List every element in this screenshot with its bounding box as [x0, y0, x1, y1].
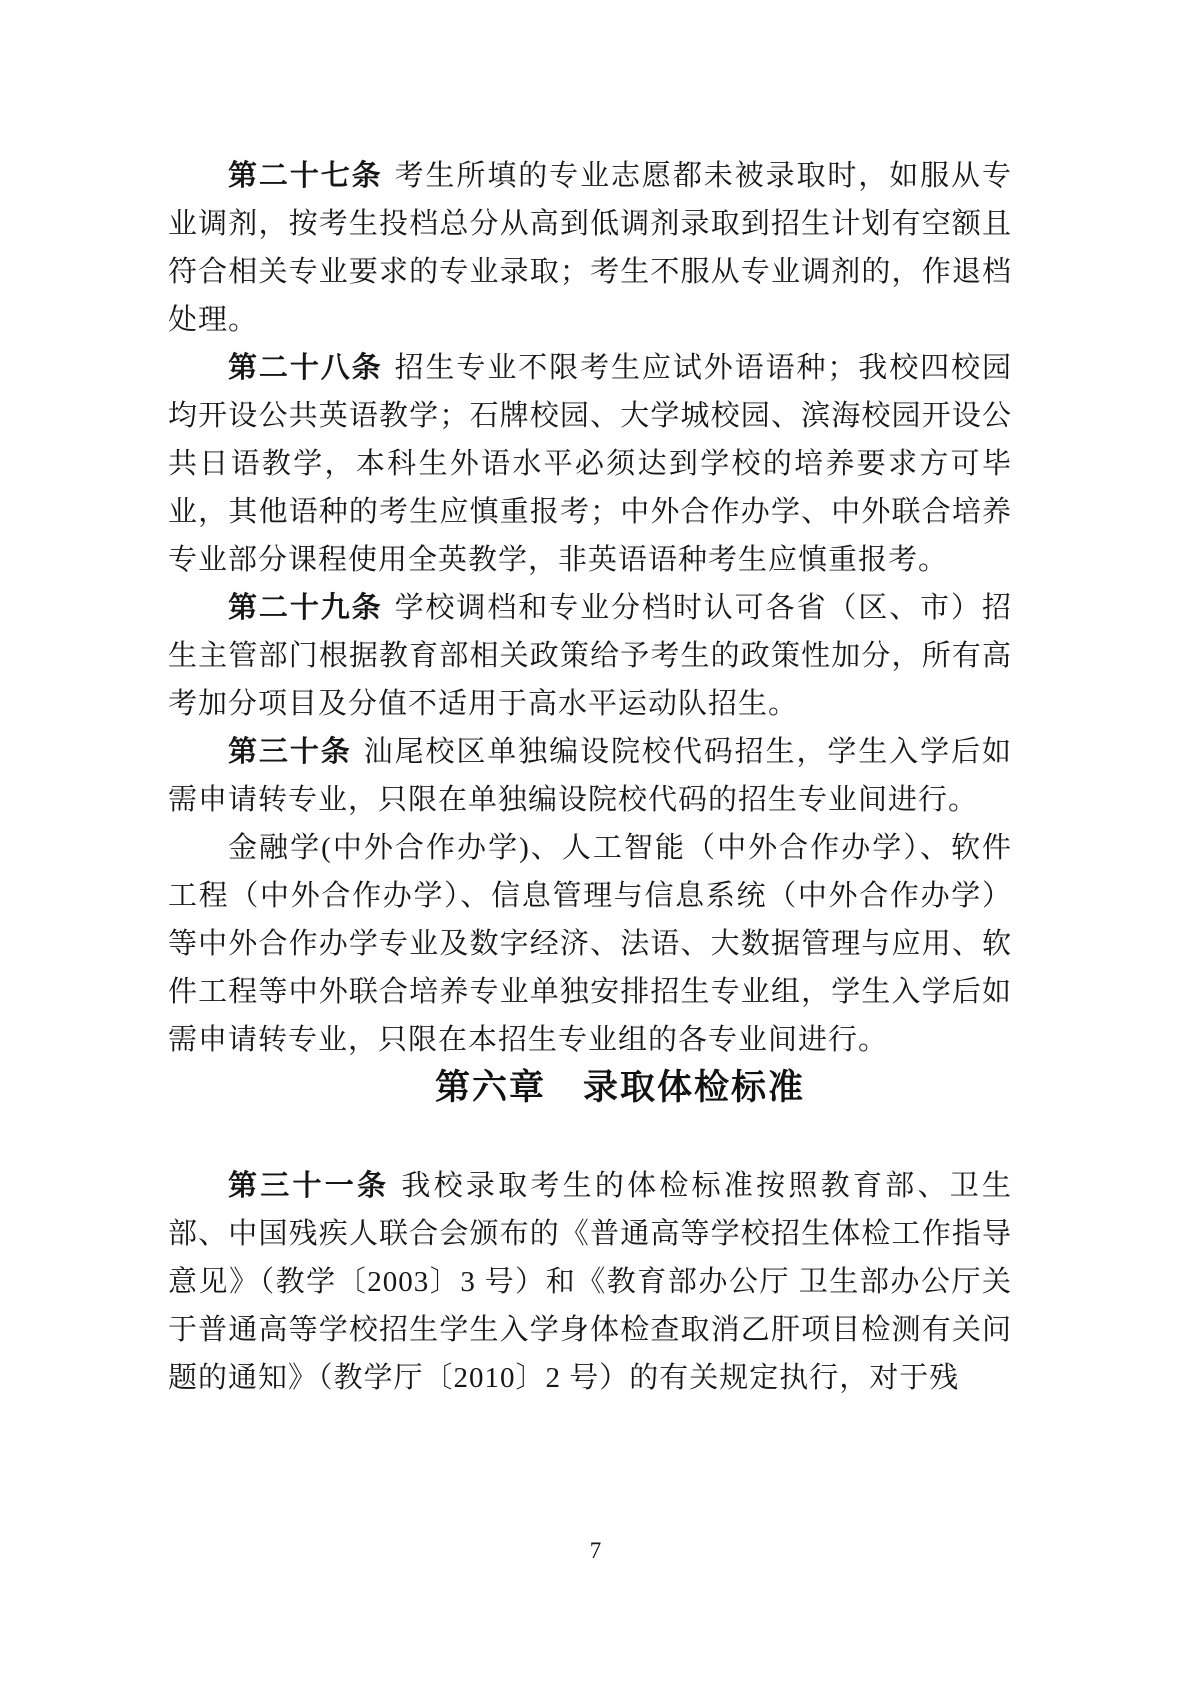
article-28-paragraph [168, 344, 1012, 584]
article-28-number: 第二十八条 [228, 352, 383, 384]
joint-programs-paragraph [168, 824, 1012, 1064]
article-30-text: 汕尾校区单独编设院校代码招生，学生入学后如需申请转专业，只限在单独编设院校代码的招生专业间进行。 [168, 736, 1012, 816]
article-28-text: 招生专业不限考生应试外语语种；我校四校园均开设公共英语教学；石牌校园、大学城校园、滨海校园开设公共日语教学，本科生外语水平必须达到学校的培养要求方可毕业，其他语种的考生应慎重报考；中外合作办学、中外联合培养专业部分课程使用全英教学，非英语语种考生应慎重报考。 [168, 352, 1012, 576]
article-27-paragraph [168, 152, 1012, 344]
article-30-paragraph [168, 728, 1012, 824]
article-29-paragraph [168, 584, 1012, 728]
page-number: 7 [589, 1538, 602, 1563]
article-27-text: 考生所填的专业志愿都未被录取时，如服从专业调剂，按考生投档总分从高到低调剂录取到招生计划有空额且符合相关专业要求的专业录取；考生不服从专业调剂的，作退档处理。 [168, 160, 1012, 336]
article-31-paragraph [168, 1162, 1012, 1402]
article-31-number: 第三十一条 [228, 1170, 390, 1202]
article-27-number: 第二十七条 [228, 160, 383, 192]
joint-programs-text: 金融学(中外合作办学)、人工智能（中外合作办学）、软件工程（中外合作办学）、信息管理与信息系统（中外合作办学）等中外合作办学专业及数字经济、法语、大数据管理与应用、软件工程等中外联合培养专业单独安排招生专业组，学生入学后如需申请转专业，只限在本招生专业组的各专业间进行。 [168, 832, 1012, 1056]
document-body [168, 152, 1012, 1402]
article-29-text: 学校调档和专业分档时认可各省（区、市）招生主管部门根据教育部相关政策给予考生的政策性加分，所有高考加分项目及分值不适用于高水平运动队招生。 [168, 592, 1012, 720]
article-31-text: 我校录取考生的体检标准按照教育部、卫生部、中国残疾人联合会颁布的《普通高等学校招生体检工作指导意见》（教学〔2003〕3 号）和《教育部办公厅 卫生部办公厅关于普通高等学校招生学生入学身体检查取消乙肝项目检测有关问题的通知》（教学厅〔2010〕2 号）的有关规定执行，对于残 [168, 1170, 1012, 1394]
article-30-number: 第三十条 [228, 736, 352, 768]
article-29-number: 第二十九条 [228, 592, 383, 624]
chapter-heading: 第六章 录取体检标准 [434, 1068, 805, 1107]
